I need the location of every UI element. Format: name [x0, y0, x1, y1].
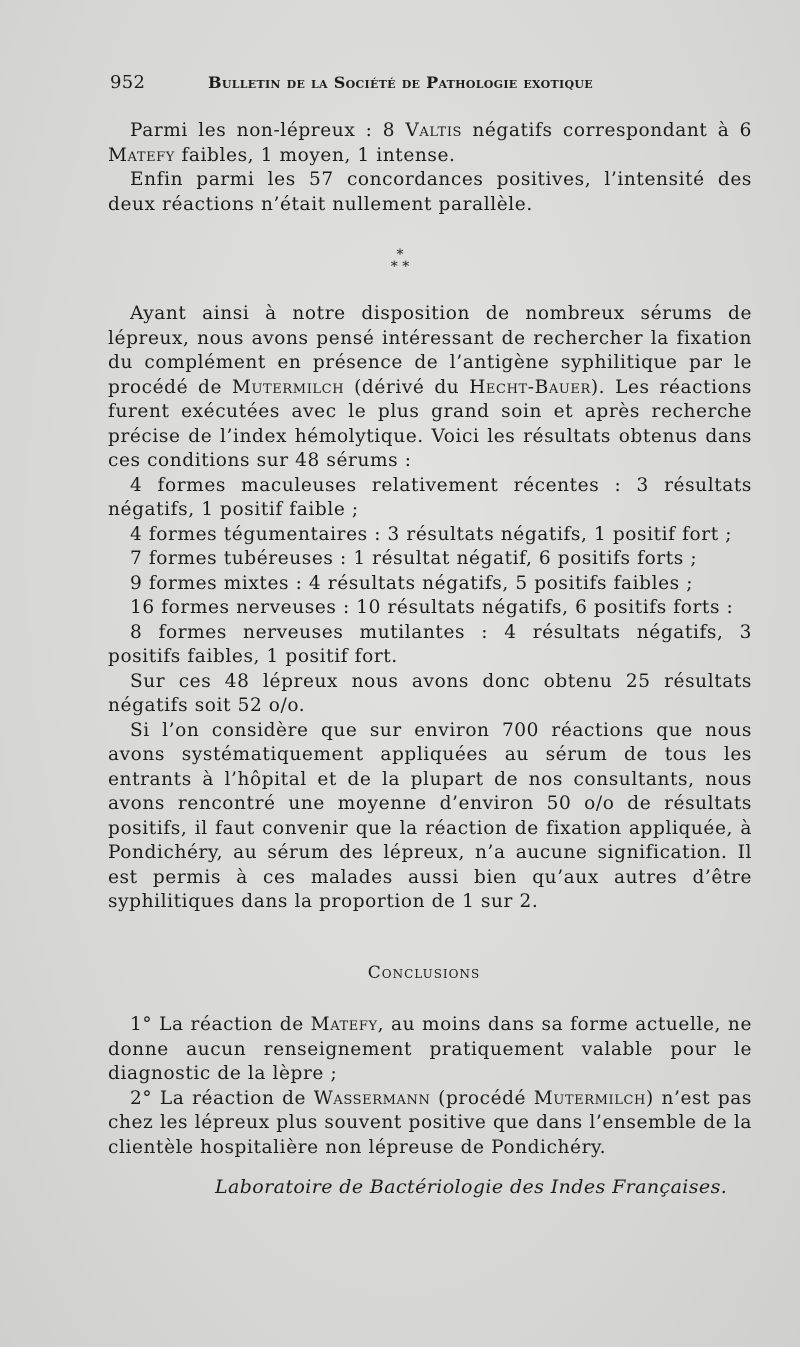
result-item-nerveuses: 16 formes nerveuses : 10 résultats négatifs, 6 positifs forts :: [130, 597, 734, 618]
paragraph-non-lepreux: Parmi les non-lépreux : 8 Valtis négatifs correspondant à 6 Matefy faibles, 1 moyen, 1 intense.: [108, 120, 752, 166]
paragraph-method: Ayant ainsi à notre disposition de nombreux sérums de lépreux, nous avons pensé intéressant de rechercher la fixation du complément en présence de l’antigène syphilitique par le procédé de Mutermilch (dérivé du Hecht-Bauer). Les réactions furent exécutées avec le plus grand soin et après recherche précise de l’index hémolytique. Voici les résultats obtenus dans ces conditions sur 48 sérums :: [108, 303, 752, 471]
conclusion-2: 2° La réaction de Wassermann (procédé Mutermilch) n’est pas chez les lépreux plus souvent positive que dans l’ensemble de la clientèle hospitalière non lépreuse de Pondichéry.: [108, 1087, 752, 1158]
paragraph-block-2: [108, 302, 752, 915]
paragraph-block-1: [108, 119, 752, 217]
result-item-mixtes: 9 formes mixtes : 4 résultats négatifs, 5 positifs faibles ;: [130, 572, 694, 594]
journal-title: Bulletin de la Société de Pathologie exotique: [208, 73, 593, 92]
paragraph-interpretation: Si l’on considère que sur environ 700 réactions que nous avons systématiquement appliquées au sérum de tous les entrants à l’hôpital et de la plupart de nos consultants, nous avons rencontré une moyenne d’environ 50 o/o de résultats positifs, il faut convenir que la réaction de fixation appliquée, à Pondichéry, au sérum des lépreux, n’a aucune signification. Il est permis à ces malades aussi bien qu’aux autres d’être syphilitiques dans la proportion de 1 sur 2.: [108, 719, 752, 912]
result-item-tegumentaires: 4 formes tégumentaires : 3 résultats négatifs, 1 positif fort ;: [130, 523, 733, 545]
laboratory-signature: Laboratoire de Bactériologie des Indes Françaises.: [215, 1176, 728, 1198]
separator-star-top: *: [396, 247, 404, 263]
paragraph-total: Sur ces 48 lépreux nous avons donc obtenu 25 résultats négatifs soit 52 o/o.: [108, 670, 752, 716]
section-separator: [0, 249, 800, 273]
page-number: 952: [110, 72, 146, 93]
paragraph-concordances: Enfin parmi les 57 concordances positives, l’intensité des deux réactions n’était nullement parallèle.: [108, 169, 752, 215]
result-item-tubereuses: 7 formes tubéreuses : 1 résultat négatif, 6 positifs forts ;: [130, 548, 698, 569]
conclusions-block: [108, 1013, 752, 1160]
separator-star-bottom: * *: [390, 259, 410, 275]
conclusion-1: 1° La réaction de Matefy, au moins dans sa forme actuelle, ne donne aucun renseignement pratiquement valable pour le diagnostic de la lèpre ;: [108, 1014, 752, 1084]
result-item-mutilantes: 8 formes nerveuses mutilantes : 4 résultats négatifs, 3 positifs faibles, 1 positif fort.: [108, 621, 752, 667]
running-header: [110, 72, 750, 93]
result-item-maculeuses: 4 formes maculeuses relativement récentes : 3 résultats négatifs, 1 positif faible ;: [108, 474, 752, 520]
conclusions-heading: Conclusions: [367, 963, 481, 983]
